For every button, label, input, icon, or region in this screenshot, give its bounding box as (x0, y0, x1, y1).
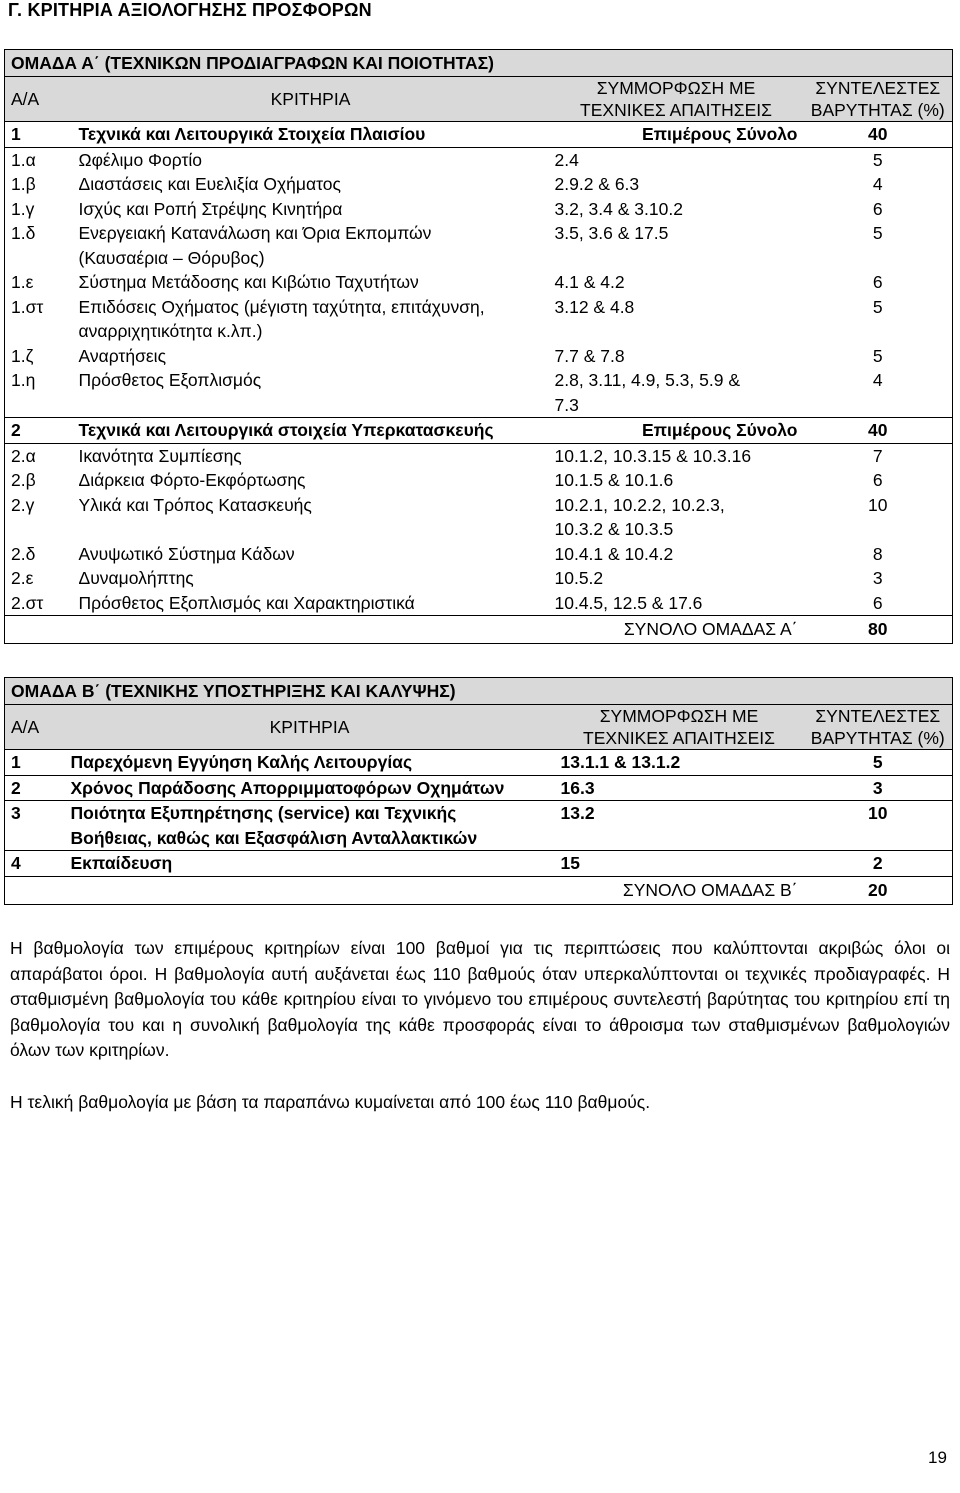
section-1-subtotal: 40 (804, 122, 953, 148)
compliance-line2: 10.3.2 & 10.3.5 (554, 519, 674, 539)
compliance-line1: 3.12 & 4.8 (554, 296, 635, 317)
row-aa: 1.α (11, 149, 36, 170)
row-weight: 2 (804, 851, 953, 877)
row-criterion (65, 801, 555, 851)
row-compliance (549, 591, 804, 616)
criterion-line1: Υλικά και Τρόπος Κατασκευής (78, 494, 312, 515)
criterion-line1: Διαστάσεις και Ευελιξία Οχήματος (78, 174, 341, 194)
row-compliance (549, 468, 804, 493)
compliance-line2: 7.3 (554, 394, 579, 415)
row-aa: 1.στ (11, 296, 44, 317)
row-aa: 4 (5, 851, 65, 877)
col-weight-line1: ΣΥΝΤΕΛΕΣΤΕΣ (815, 78, 941, 98)
page-number: 19 (928, 1448, 947, 1467)
row-criterion (73, 468, 549, 493)
row-weight: 10 (804, 801, 953, 851)
row-compliance (549, 566, 804, 591)
row-criterion (73, 147, 549, 172)
table-row (5, 147, 953, 172)
row-aa: 1.β (11, 174, 36, 194)
row-compliance (555, 851, 804, 877)
b-col-compliance-line1: ΣΥΜΜΟΡΦΩΣΗ ΜΕ (599, 706, 759, 726)
b-col-criteria-header: ΚΡΙΤΗΡΙΑ (65, 705, 555, 750)
table-row (5, 468, 953, 493)
row-weight: 5 (872, 223, 883, 243)
row-weight: 4 (872, 174, 883, 194)
row-aa: 1.ζ (11, 345, 34, 366)
row-weight: 6 (872, 470, 883, 490)
col-compliance-line1: ΣΥΜΜΟΡΦΩΣΗ ΜΕ (596, 78, 756, 98)
row-criterion (73, 591, 549, 616)
compliance-line1: 10.5.2 (554, 568, 604, 588)
compliance-line1: 15 (560, 853, 580, 873)
criterion-line2: αναρριχητικότητα κ.λπ.) (78, 321, 263, 341)
compliance-line1: 7.7 & 7.8 (554, 345, 625, 366)
group-a-total: 80 (804, 616, 953, 644)
group-b-total: 20 (868, 879, 888, 900)
col-aa-header: Α/Α (5, 77, 73, 122)
row-weight: 5 (872, 296, 883, 317)
row-compliance (555, 775, 804, 801)
b-col-weight-header (804, 705, 953, 750)
col-criteria-header: ΚΡΙΤΗΡΙΑ (73, 77, 549, 122)
row-aa: 2.δ (11, 543, 36, 564)
row-aa: 1.γ (11, 198, 35, 219)
col-compliance-line2: ΤΕΧΝΙΚΕΣ ΑΠΑΙΤΗΣΕΙΣ (580, 100, 772, 120)
criterion-line1: Χρόνος Παράδοσης Απορριμματοφόρων Οχημάτων (70, 777, 505, 798)
table-row (5, 591, 953, 616)
row-criterion (73, 295, 549, 344)
criterion-line1: Ικανότητα Συμπίεσης (78, 445, 242, 466)
table-row (5, 493, 953, 542)
row-weight: 3 (872, 568, 883, 588)
row-weight: 10 (868, 494, 888, 515)
group-a-total-row (5, 616, 953, 644)
table-row (5, 197, 953, 222)
row-criterion (73, 368, 549, 418)
section-1-label: Τεχνικά και Λειτουργικά Στοιχεία Πλαισίου (73, 122, 549, 148)
row-criterion (73, 493, 549, 542)
criterion-line1: Εκπαίδευση (70, 853, 173, 873)
table-row (5, 270, 953, 295)
row-compliance (549, 344, 804, 369)
b-col-weight-line2: ΒΑΡΥΤΗΤΑΣ (%) (810, 728, 945, 748)
compliance-line1: 2.8, 3.11, 4.9, 5.3, 5.9 & (554, 370, 741, 390)
table-row (5, 851, 953, 877)
section-2-label: Τεχνικά και Λειτουργικά στοιχεία Υπερκατασκευής (73, 418, 549, 444)
row-weight: 5 (872, 149, 883, 170)
section-2-row (5, 418, 953, 444)
section-1-subtotal-label: Επιμέρους Σύνολο (549, 122, 804, 148)
group-b-total-row (5, 876, 953, 904)
scoring-paragraph: Η βαθμολογία των επιμέρους κριτηρίων είναι 100 βαθμοί για τις περιπτώσεις που καλύπτονται ακριβώς όλοι οι απαράβατοι όροι. Η βαθμολογία αυτή αυξάνεται έως 110 βαθμούς όταν υπερκαλύπτονται οι τεχνικές προδιαγραφές. Η σταθμισμένη βαθμολογία του κάθε κριτηρίου είναι το γινόμενο του επιμέρους συντελεστή βαρύτητας του κριτηρίου επί τη βαθμολογία του και η συνολική βαθμολογία της κάθε προσφοράς είναι το άθροισμα των σταθμισμένων βαθμολογιών όλων των κριτηρίων. (10, 938, 950, 1060)
row-criterion (73, 172, 549, 197)
page-title: Γ. ΚΡΙΤΗΡΙΑ ΑΞΙΟΛΟΓΗΣΗΣ ΠΡΟΣΦΟΡΩΝ (8, 0, 372, 20)
row-aa: 2.α (11, 445, 36, 466)
table-row (5, 566, 953, 591)
table-row (5, 344, 953, 369)
section-2-subtotal: 40 (804, 418, 953, 444)
criterion-line2: (Καυσαέρια – Θόρυβος) (78, 247, 265, 268)
table-row (5, 775, 953, 801)
row-compliance (549, 172, 804, 197)
table-row (5, 172, 953, 197)
row-compliance (549, 221, 804, 270)
group-b-heading: ΟΜΑΔΑ Β΄ (ΤΕΧΝΙΚΗΣ ΥΠΟΣΤΗΡΙΞΗΣ ΚΑΙ ΚΑΛΥΨΗΣ) (5, 678, 953, 705)
col-compliance-header (549, 77, 804, 122)
group-a-total-label: ΣΥΝΟΛΟ ΟΜΑΔΑΣ Α΄ (549, 616, 804, 644)
row-aa: 1.ε (11, 272, 34, 292)
table-row (5, 295, 953, 344)
row-criterion (73, 542, 549, 567)
group-a-table (4, 49, 953, 644)
group-b-table (4, 677, 953, 905)
table-row (5, 443, 953, 468)
row-criterion (73, 197, 549, 222)
criterion-line1: Επιδόσεις Οχήματος (μέγιστη ταχύτητα, επιτάχυνση, (78, 296, 485, 317)
criterion-line1: Αναρτήσεις (78, 345, 166, 366)
row-aa: 2.ε (11, 568, 34, 588)
row-weight: 4 (872, 370, 883, 390)
row-compliance (549, 368, 804, 418)
criterion-line1: Ενεργειακή Κατανάλωση και Όρια Εκπομπών (78, 223, 432, 243)
row-compliance (549, 270, 804, 295)
criterion-line1: Ποιότητα Εξυπηρέτησης (service) και Τεχνικής (70, 803, 457, 823)
table-row (5, 221, 953, 270)
row-weight: 5 (804, 750, 953, 776)
col-weight-line2: ΒΑΡΥΤΗΤΑΣ (%) (810, 100, 945, 120)
group-a-heading: ΟΜΑΔΑ Α΄ (ΤΕΧΝΙΚΩΝ ΠΡΟΔΙΑΓΡΑΦΩΝ ΚΑΙ ΠΟΙΟΤΗΤΑΣ) (5, 50, 953, 77)
b-col-compliance-line2: ΤΕΧΝΙΚΕΣ ΑΠΑΙΤΗΣΕΙΣ (583, 728, 775, 748)
table-row (5, 801, 953, 851)
compliance-line1: 13.2 (560, 803, 595, 823)
row-aa: 2.στ (11, 592, 44, 613)
row-compliance (549, 542, 804, 567)
row-compliance (549, 493, 804, 542)
col-weight-header (804, 77, 953, 122)
criterion-line1: Διάρκεια Φόρτο-Εκφόρτωσης (78, 470, 306, 490)
row-aa: 3 (5, 801, 65, 851)
compliance-line1: 3.2, 3.4 & 3.10.2 (554, 198, 683, 219)
section-1-num: 1 (5, 122, 73, 148)
criterion-line2: Βοήθειας, καθώς και Εξασφάλιση Ανταλλακτικών (70, 827, 478, 848)
row-aa: 2.β (11, 470, 36, 490)
group-b-total-label: ΣΥΝΟΛΟ ΟΜΑΔΑΣ Β΄ (622, 879, 798, 900)
compliance-line1: 10.4.5, 12.5 & 17.6 (554, 592, 703, 613)
row-aa: 1.η (11, 370, 36, 390)
row-aa: 2 (5, 775, 65, 801)
row-aa: 1 (5, 750, 65, 776)
criterion-line1: Σύστημα Μετάδοσης και Κιβώτιο Ταχυτήτων (78, 272, 419, 292)
compliance-line1: 10.4.1 & 10.4.2 (554, 543, 674, 564)
compliance-line1: 10.2.1, 10.2.2, 10.2.3, (554, 494, 725, 515)
row-compliance (549, 443, 804, 468)
row-aa: 2.γ (11, 494, 35, 515)
compliance-line1: 16.3 (560, 777, 595, 798)
b-col-compliance-header (555, 705, 804, 750)
criterion-line1: Ωφέλιμο Φορτίο (78, 149, 202, 170)
criterion-line1: Πρόσθετος Εξοπλισμός και Χαρακτηριστικά (78, 592, 415, 613)
table-row (5, 750, 953, 776)
section-1-row (5, 122, 953, 148)
row-weight: 6 (872, 198, 883, 219)
table-row (5, 368, 953, 418)
compliance-line1: 3.5, 3.6 & 17.5 (554, 223, 669, 243)
section-2-num: 2 (5, 418, 73, 444)
criterion-line1: Πρόσθετος Εξοπλισμός (78, 370, 262, 390)
criterion-line1: Ανυψωτικό Σύστημα Κάδων (78, 543, 295, 564)
row-weight: 5 (872, 345, 883, 366)
row-compliance (549, 295, 804, 344)
compliance-line1: 10.1.5 & 10.1.6 (554, 470, 674, 490)
row-criterion (65, 775, 555, 801)
compliance-line1: 10.1.2, 10.3.15 & 10.3.16 (554, 445, 752, 466)
row-compliance (555, 750, 804, 776)
row-compliance (549, 197, 804, 222)
criterion-line1: Δυναμολήπτης (78, 568, 194, 588)
row-aa: 1.δ (11, 223, 36, 243)
row-weight: 8 (872, 543, 883, 564)
compliance-line1: 4.1 & 4.2 (554, 272, 625, 292)
row-criterion (65, 750, 555, 776)
row-criterion (73, 443, 549, 468)
compliance-line1: 2.4 (554, 149, 579, 170)
row-weight: 6 (872, 272, 883, 292)
criterion-line1: Ισχύς και Ροπή Στρέψης Κινητήρα (78, 198, 343, 219)
row-criterion (73, 566, 549, 591)
row-criterion (73, 270, 549, 295)
row-weight: 6 (872, 592, 883, 613)
b-col-aa-header: Α/Α (5, 705, 65, 750)
criterion-line1: Παρεχόμενη Εγγύηση Καλής Λειτουργίας (70, 752, 413, 772)
row-criterion (73, 221, 549, 270)
compliance-line1: 2.9.2 & 6.3 (554, 174, 640, 194)
compliance-line1: 13.1.1 & 13.1.2 (560, 752, 681, 772)
row-weight: 7 (872, 445, 883, 466)
row-weight: 3 (804, 775, 953, 801)
row-compliance (555, 801, 804, 851)
b-col-weight-line1: ΣΥΝΤΕΛΕΣΤΕΣ (815, 706, 941, 726)
row-criterion (65, 851, 555, 877)
table-row (5, 542, 953, 567)
row-criterion (73, 344, 549, 369)
section-2-subtotal-label: Επιμέρους Σύνολο (549, 418, 804, 444)
final-score-paragraph: Η τελική βαθμολογία με βάση τα παραπάνω κυμαίνεται από 100 έως 110 βαθμούς. (10, 1092, 651, 1112)
row-compliance (549, 147, 804, 172)
